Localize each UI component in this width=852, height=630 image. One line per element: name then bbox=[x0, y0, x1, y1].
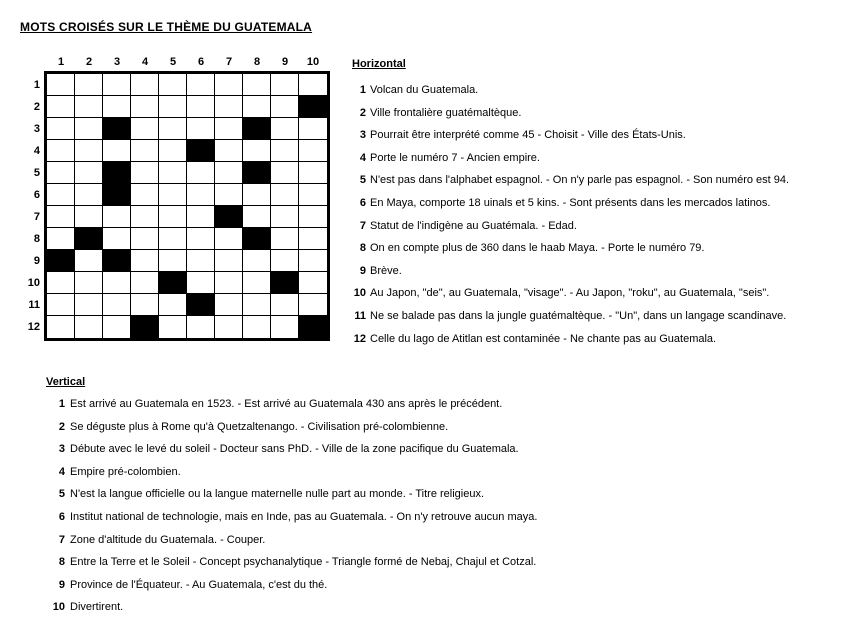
horizontal-clue-text: Brève. bbox=[370, 264, 402, 277]
grid-white-cell[interactable] bbox=[187, 118, 215, 140]
horizontal-clue-text: Statut de l'indigène au Guatémala. - Edad. bbox=[370, 219, 577, 232]
vertical-clue-text: Province de l'Équateur. - Au Guatemala, c'est du thé. bbox=[70, 578, 328, 591]
grid-white-cell[interactable] bbox=[47, 184, 75, 206]
horizontal-clue-text: En Maya, comporte 18 uinals et 5 kins. - Sont présents dans les mercados latinos. bbox=[370, 196, 771, 209]
grid-white-cell[interactable] bbox=[159, 96, 187, 118]
grid-black-cell bbox=[243, 118, 271, 140]
horizontal-clue-text: Celle du lago de Atitlan est contaminée - Ne chante pas au Guatemala. bbox=[370, 332, 717, 345]
horizontal-clue-number: 12 bbox=[353, 332, 366, 345]
horizontal-clue-number: 5 bbox=[359, 174, 366, 187]
grid-row-label: 11 bbox=[28, 299, 40, 311]
grid-white-cell[interactable] bbox=[271, 294, 299, 316]
grid-white-cell[interactable] bbox=[215, 118, 243, 140]
grid-white-cell[interactable] bbox=[187, 184, 215, 206]
grid-white-cell[interactable] bbox=[75, 206, 103, 228]
grid-column-label: 10 bbox=[306, 56, 320, 68]
grid-row-label: 8 bbox=[33, 233, 40, 245]
vertical-clue bbox=[46, 466, 852, 489]
grid-white-cell[interactable] bbox=[215, 140, 243, 162]
grid-white-cell[interactable] bbox=[243, 74, 271, 96]
grid-white-cell[interactable] bbox=[131, 206, 159, 228]
grid-white-cell[interactable] bbox=[271, 184, 299, 206]
grid-row-label: 3 bbox=[33, 123, 40, 135]
grid-white-cell[interactable] bbox=[271, 162, 299, 184]
grid-white-cell[interactable] bbox=[187, 74, 215, 96]
grid-column-label: 9 bbox=[281, 56, 289, 68]
horizontal-clue bbox=[352, 287, 852, 310]
grid-black-cell bbox=[103, 118, 131, 140]
vertical-clue bbox=[46, 556, 852, 579]
vertical-clue-list bbox=[46, 398, 852, 624]
grid-white-cell[interactable] bbox=[131, 74, 159, 96]
grid-white-cell[interactable] bbox=[103, 316, 131, 338]
grid-white-cell[interactable] bbox=[159, 228, 187, 250]
grid-white-cell[interactable] bbox=[299, 118, 327, 140]
vertical-clue-number: 10 bbox=[52, 601, 65, 614]
grid-white-cell[interactable] bbox=[75, 118, 103, 140]
horizontal-clue-text: Au Japon, "de", au Guatemala, "visage". - Au Japon, "roku", au Guatemala, "seis". bbox=[370, 287, 770, 300]
vertical-clue bbox=[46, 421, 852, 444]
vertical-clue-text: Débute avec le levé du soleil - Docteur sans PhD. - Ville de la zone pacifique du Guatemala. bbox=[70, 443, 519, 456]
grid-white-cell[interactable] bbox=[215, 294, 243, 316]
grid-column-label: 5 bbox=[169, 56, 177, 68]
grid-white-cell[interactable] bbox=[75, 316, 103, 338]
grid-white-cell[interactable] bbox=[131, 162, 159, 184]
grid-white-cell[interactable] bbox=[215, 272, 243, 294]
grid-row-label: 9 bbox=[33, 255, 40, 267]
grid-white-cell[interactable] bbox=[215, 228, 243, 250]
grid-black-cell bbox=[103, 250, 131, 272]
grid-white-cell[interactable] bbox=[159, 118, 187, 140]
grid-white-cell[interactable] bbox=[75, 272, 103, 294]
grid-white-cell[interactable] bbox=[271, 96, 299, 118]
grid-black-cell bbox=[215, 206, 243, 228]
horizontal-clue bbox=[352, 265, 852, 288]
grid-row-label: 2 bbox=[33, 101, 40, 113]
vertical-clue bbox=[46, 511, 852, 534]
grid-white-cell[interactable] bbox=[159, 206, 187, 228]
vertical-clue-number: 5 bbox=[58, 488, 65, 501]
vertical-clue bbox=[46, 534, 852, 557]
vertical-clue-number: 9 bbox=[58, 578, 65, 591]
horizontal-clue bbox=[352, 129, 852, 152]
horizontal-clue-number: 4 bbox=[359, 151, 366, 164]
grid-black-cell bbox=[103, 184, 131, 206]
crossword-grid bbox=[44, 71, 330, 341]
horizontal-clues-section bbox=[352, 58, 852, 355]
grid-white-cell[interactable] bbox=[103, 96, 131, 118]
grid-row-label: 1 bbox=[33, 79, 40, 91]
horizontal-clue-text: Ne se balade pas dans la jungle guatémaltèque. - "Un", dans un langage scandinave. bbox=[370, 309, 787, 322]
grid-white-cell[interactable] bbox=[75, 140, 103, 162]
page-title: MOTS CROISÉS SUR LE THÈME DU GUATEMALA bbox=[20, 20, 313, 34]
horizontal-clue-text: Volcan du Guatemala. bbox=[370, 84, 479, 96]
grid-white-cell[interactable] bbox=[271, 118, 299, 140]
horizontal-clue bbox=[352, 152, 852, 175]
grid-white-cell[interactable] bbox=[215, 162, 243, 184]
vertical-clue-text: Entre la Terre et le Soleil - Concept psychanalytique - Triangle formé de Nebaj, Chajul et Cotzal. bbox=[70, 556, 537, 569]
grid-black-cell bbox=[243, 228, 271, 250]
horizontal-section-title: Horizontal bbox=[352, 58, 406, 70]
grid-white-cell[interactable] bbox=[131, 184, 159, 206]
grid-white-cell[interactable] bbox=[187, 250, 215, 272]
grid-white-cell[interactable] bbox=[271, 228, 299, 250]
vertical-clue bbox=[46, 488, 852, 511]
grid-white-cell[interactable] bbox=[215, 74, 243, 96]
grid-white-cell[interactable] bbox=[187, 316, 215, 338]
vertical-clue-number: 6 bbox=[58, 510, 65, 523]
horizontal-clue bbox=[352, 310, 852, 333]
grid-column-labels bbox=[47, 56, 327, 68]
vertical-clues-section bbox=[46, 376, 852, 624]
grid-white-cell[interactable] bbox=[271, 74, 299, 96]
vertical-clue-number: 2 bbox=[58, 420, 65, 433]
grid-white-cell[interactable] bbox=[299, 74, 327, 96]
horizontal-clue-text: Ville frontalière guatémaltèque. bbox=[370, 106, 522, 119]
grid-column-label: 7 bbox=[225, 56, 233, 68]
grid-white-cell[interactable] bbox=[243, 316, 271, 338]
grid-white-cell[interactable] bbox=[159, 74, 187, 96]
grid-black-cell bbox=[243, 162, 271, 184]
grid-row-label: 6 bbox=[33, 189, 40, 201]
grid-white-cell[interactable] bbox=[103, 140, 131, 162]
grid-white-cell[interactable] bbox=[299, 250, 327, 272]
grid-column-label: 4 bbox=[141, 56, 149, 68]
vertical-clue-text: Empire pré-colombien. bbox=[70, 465, 181, 478]
grid-white-cell[interactable] bbox=[299, 228, 327, 250]
grid-white-cell[interactable] bbox=[47, 118, 75, 140]
grid-white-cell[interactable] bbox=[187, 96, 215, 118]
grid-white-cell[interactable] bbox=[271, 316, 299, 338]
vertical-section-title: Vertical bbox=[46, 376, 86, 388]
grid-white-cell[interactable] bbox=[47, 162, 75, 184]
grid-white-cell[interactable] bbox=[215, 250, 243, 272]
grid-white-cell[interactable] bbox=[75, 96, 103, 118]
grid-black-cell bbox=[103, 162, 131, 184]
grid-white-cell[interactable] bbox=[187, 206, 215, 228]
horizontal-clue-number: 9 bbox=[359, 264, 366, 277]
grid-black-cell bbox=[299, 316, 327, 338]
grid-row-label: 12 bbox=[27, 321, 40, 333]
grid-white-cell[interactable] bbox=[103, 228, 131, 250]
horizontal-clue-number: 8 bbox=[359, 242, 366, 255]
grid-white-cell[interactable] bbox=[131, 140, 159, 162]
grid-white-cell[interactable] bbox=[47, 272, 75, 294]
grid-white-cell[interactable] bbox=[271, 250, 299, 272]
vertical-clue-text: N'est la langue officielle ou la langue maternelle nulle part au monde. - Titre religieux. bbox=[70, 488, 485, 501]
grid-white-cell[interactable] bbox=[47, 316, 75, 338]
grid-black-cell bbox=[187, 140, 215, 162]
grid-white-cell[interactable] bbox=[243, 294, 271, 316]
grid-white-cell[interactable] bbox=[215, 184, 243, 206]
horizontal-clue-number: 2 bbox=[359, 106, 366, 119]
grid-white-cell[interactable] bbox=[131, 250, 159, 272]
grid-white-cell[interactable] bbox=[131, 228, 159, 250]
grid-column-label: 8 bbox=[253, 56, 261, 68]
grid-white-cell[interactable] bbox=[159, 140, 187, 162]
grid-white-cell[interactable] bbox=[75, 250, 103, 272]
vertical-clue-number: 4 bbox=[58, 465, 65, 478]
grid-white-cell[interactable] bbox=[159, 162, 187, 184]
grid-white-cell[interactable] bbox=[103, 74, 131, 96]
grid-white-cell[interactable] bbox=[271, 140, 299, 162]
grid-white-cell[interactable] bbox=[299, 272, 327, 294]
grid-white-cell[interactable] bbox=[243, 184, 271, 206]
grid-black-cell bbox=[47, 250, 75, 272]
grid-white-cell[interactable] bbox=[187, 162, 215, 184]
vertical-clue bbox=[46, 398, 852, 421]
horizontal-clue bbox=[352, 84, 852, 107]
grid-row-label: 7 bbox=[33, 211, 40, 223]
grid-white-cell[interactable] bbox=[243, 250, 271, 272]
horizontal-clue bbox=[352, 333, 852, 356]
grid-white-cell[interactable] bbox=[215, 316, 243, 338]
horizontal-clue-number: 10 bbox=[353, 287, 366, 300]
vertical-clue-text: Divertirent. bbox=[70, 601, 124, 614]
grid-white-cell[interactable] bbox=[75, 162, 103, 184]
grid-white-cell[interactable] bbox=[299, 294, 327, 316]
vertical-clue bbox=[46, 443, 852, 466]
grid-black-cell bbox=[75, 228, 103, 250]
vertical-clue-text: Zone d'altitude du Guatemala. - Couper. bbox=[70, 533, 266, 546]
horizontal-clue-number: 7 bbox=[359, 219, 366, 232]
horizontal-clue-number: 1 bbox=[359, 84, 366, 96]
grid-white-cell[interactable] bbox=[243, 140, 271, 162]
grid-column-label: 6 bbox=[197, 56, 205, 68]
grid-white-cell[interactable] bbox=[187, 272, 215, 294]
vertical-clue-number: 8 bbox=[58, 556, 65, 569]
grid-white-cell[interactable] bbox=[131, 294, 159, 316]
grid-white-cell[interactable] bbox=[47, 228, 75, 250]
grid-black-cell bbox=[159, 272, 187, 294]
grid-white-cell[interactable] bbox=[159, 294, 187, 316]
grid-white-cell[interactable] bbox=[75, 184, 103, 206]
grid-white-cell[interactable] bbox=[159, 184, 187, 206]
grid-white-cell[interactable] bbox=[75, 74, 103, 96]
grid-white-cell[interactable] bbox=[47, 206, 75, 228]
grid-white-cell[interactable] bbox=[47, 140, 75, 162]
horizontal-clue bbox=[352, 107, 852, 130]
horizontal-clue bbox=[352, 242, 852, 265]
grid-white-cell[interactable] bbox=[271, 206, 299, 228]
horizontal-clue-number: 6 bbox=[359, 196, 366, 209]
grid-white-cell[interactable] bbox=[243, 96, 271, 118]
grid-row-labels bbox=[16, 74, 40, 338]
grid-white-cell[interactable] bbox=[47, 294, 75, 316]
horizontal-clue-text: Pourrait être interprété comme 45 - Choisit - Ville des États-Unis. bbox=[370, 129, 686, 142]
grid-white-cell[interactable] bbox=[103, 206, 131, 228]
grid-white-cell[interactable] bbox=[103, 272, 131, 294]
grid-white-cell[interactable] bbox=[47, 74, 75, 96]
grid-white-cell[interactable] bbox=[187, 228, 215, 250]
horizontal-clue-text: Porte le numéro 7 - Ancien empire. bbox=[370, 151, 540, 164]
grid-white-cell[interactable] bbox=[215, 96, 243, 118]
grid-black-cell bbox=[299, 96, 327, 118]
horizontal-clue-number: 11 bbox=[354, 309, 366, 322]
vertical-clue-number: 1 bbox=[58, 398, 65, 410]
vertical-clue-text: Institut national de technologie, mais en Inde, pas au Guatemala. - On n'y retrouve aucun maya. bbox=[70, 510, 538, 523]
grid-white-cell[interactable] bbox=[131, 118, 159, 140]
vertical-clue-number: 3 bbox=[58, 443, 65, 456]
horizontal-clue-number: 3 bbox=[359, 129, 366, 142]
grid-white-cell[interactable] bbox=[131, 272, 159, 294]
vertical-clue-text: Est arrivé au Guatemala en 1523. - Est arrivé au Guatemala 430 ans après le précédent. bbox=[70, 398, 503, 410]
grid-column-label: 3 bbox=[113, 56, 121, 68]
grid-white-cell[interactable] bbox=[159, 316, 187, 338]
grid-black-cell bbox=[131, 316, 159, 338]
grid-white-cell[interactable] bbox=[47, 96, 75, 118]
horizontal-clue bbox=[352, 174, 852, 197]
grid-white-cell[interactable] bbox=[243, 206, 271, 228]
grid-column-label: 2 bbox=[85, 56, 93, 68]
grid-white-cell[interactable] bbox=[299, 162, 327, 184]
horizontal-clue-text: N'est pas dans l'alphabet espagnol. - On n'y parle pas espagnol. - Son numéro est 94. bbox=[370, 174, 790, 187]
vertical-clue bbox=[46, 579, 852, 602]
horizontal-clue-list bbox=[352, 84, 852, 355]
horizontal-clue bbox=[352, 220, 852, 243]
grid-black-cell bbox=[271, 272, 299, 294]
grid-row-label: 5 bbox=[33, 167, 40, 179]
grid-row-label: 4 bbox=[33, 145, 40, 157]
grid-white-cell[interactable] bbox=[299, 184, 327, 206]
grid-black-cell bbox=[187, 294, 215, 316]
grid-white-cell[interactable] bbox=[131, 96, 159, 118]
grid-column-label: 1 bbox=[57, 56, 65, 68]
grid-white-cell[interactable] bbox=[243, 272, 271, 294]
vertical-clue bbox=[46, 601, 852, 624]
grid-white-cell[interactable] bbox=[299, 206, 327, 228]
horizontal-clue bbox=[352, 197, 852, 220]
grid-white-cell[interactable] bbox=[75, 294, 103, 316]
vertical-clue-number: 7 bbox=[58, 533, 65, 546]
grid-row-label: 10 bbox=[27, 277, 40, 289]
horizontal-clue-text: On en compte plus de 360 dans le haab Maya. - Porte le numéro 79. bbox=[370, 242, 705, 255]
vertical-clue-text: Se déguste plus à Rome qu'à Quetzaltenango. - Civilisation pré-colombienne. bbox=[70, 420, 449, 433]
grid-white-cell[interactable] bbox=[103, 294, 131, 316]
grid-white-cell[interactable] bbox=[299, 140, 327, 162]
grid-white-cell[interactable] bbox=[159, 250, 187, 272]
